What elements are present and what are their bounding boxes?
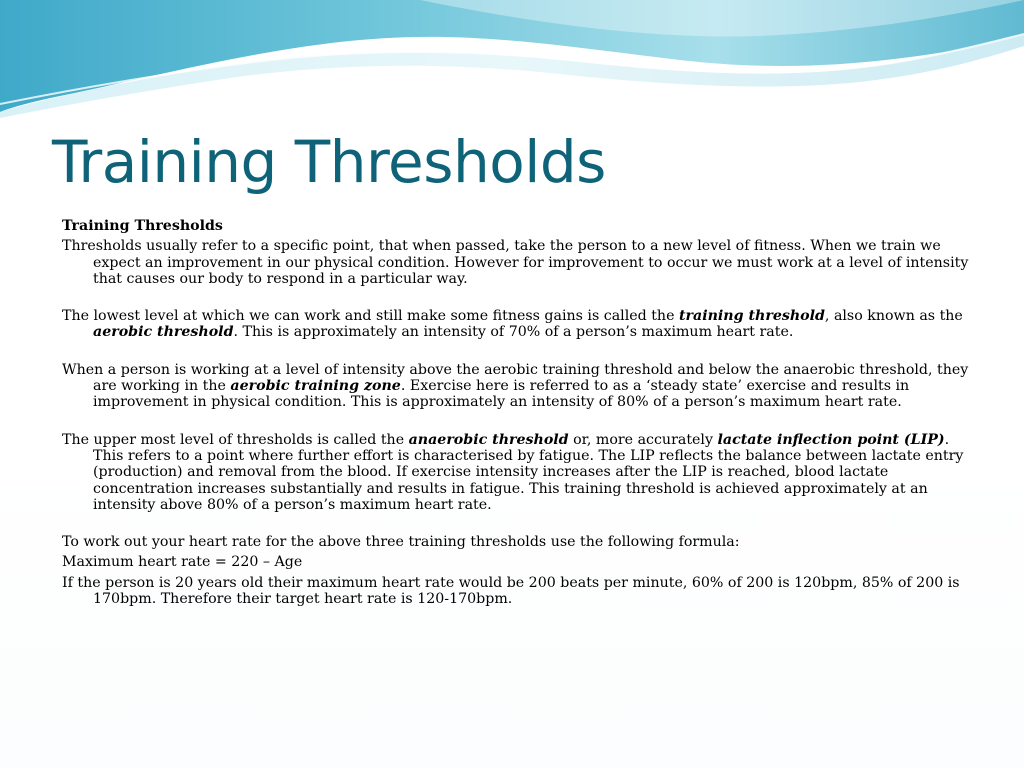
paragraph-formula-intro: To work out your heart rate for the above three training thresholds use the following formula: xyxy=(62,534,740,551)
text: The lowest level at which we can work and still make some fitness gains is called the xyxy=(62,308,679,325)
term-anaerobic-threshold: anaerobic threshold xyxy=(408,431,569,448)
text: When a person is working at a level of intensity above the aerobic training threshold and below the anaerobic threshold, they are working in the xyxy=(62,361,969,395)
text: The upper most level of thresholds is called the xyxy=(62,431,409,448)
paragraph-training-threshold xyxy=(62,308,970,341)
paragraph-anaerobic-threshold xyxy=(62,432,970,513)
text: . Exercise here is referred to as a ‘steady state’ exercise and results in improvement in physical condition. This is approximately an intensity of 80% of a person’s maximum heart rate. xyxy=(93,378,910,411)
slide-body xyxy=(62,218,970,611)
text: , also known as the xyxy=(824,308,963,325)
term-training-threshold: training threshold xyxy=(678,308,825,325)
term-aerobic-training-zone: aerobic training zone xyxy=(230,378,401,395)
term-lactate-inflection-point: lactate inflection point (LIP) xyxy=(717,431,945,448)
term-aerobic-threshold: aerobic threshold xyxy=(93,324,234,341)
paragraph-aerobic-zone xyxy=(62,362,970,411)
slide-title: Training Thresholds xyxy=(52,128,606,196)
decorative-wave-header xyxy=(0,0,1024,130)
text: or, more accurately xyxy=(568,431,718,448)
text: . This is approximately an intensity of 70% of a person’s maximum heart rate. xyxy=(233,324,794,341)
text: . This refers to a point where further effort is characterised by fatigue. The LIP reflects the balance between lactate entry (production) and removal from the blood. If exercise intensity increases after the LIP is reached, blood lactate concentration increases substantially and results in fatigue. This training threshold is achieved approximately at an intensity above 80% of a person’s maximum heart rate. xyxy=(93,431,964,513)
section-heading: Training Thresholds xyxy=(62,218,223,234)
paragraph-thresholds-intro: Thresholds usually refer to a specific point, that when passed, take the person to a new level of fitness. When we train we expect an improvement in our physical condition. However for improvement to occur we must work at a level of intensity that causes our body to respond in a particular way. xyxy=(62,238,969,287)
paragraph-example: If the person is 20 years old their maximum heart rate would be 200 beats per minute, 60% of 200 is 120bpm, 85% of 200 is 170bpm. Therefore their target heart rate is 120-170bpm. xyxy=(62,574,960,608)
paragraph-formula: Maximum heart rate = 220 – Age xyxy=(62,554,303,571)
